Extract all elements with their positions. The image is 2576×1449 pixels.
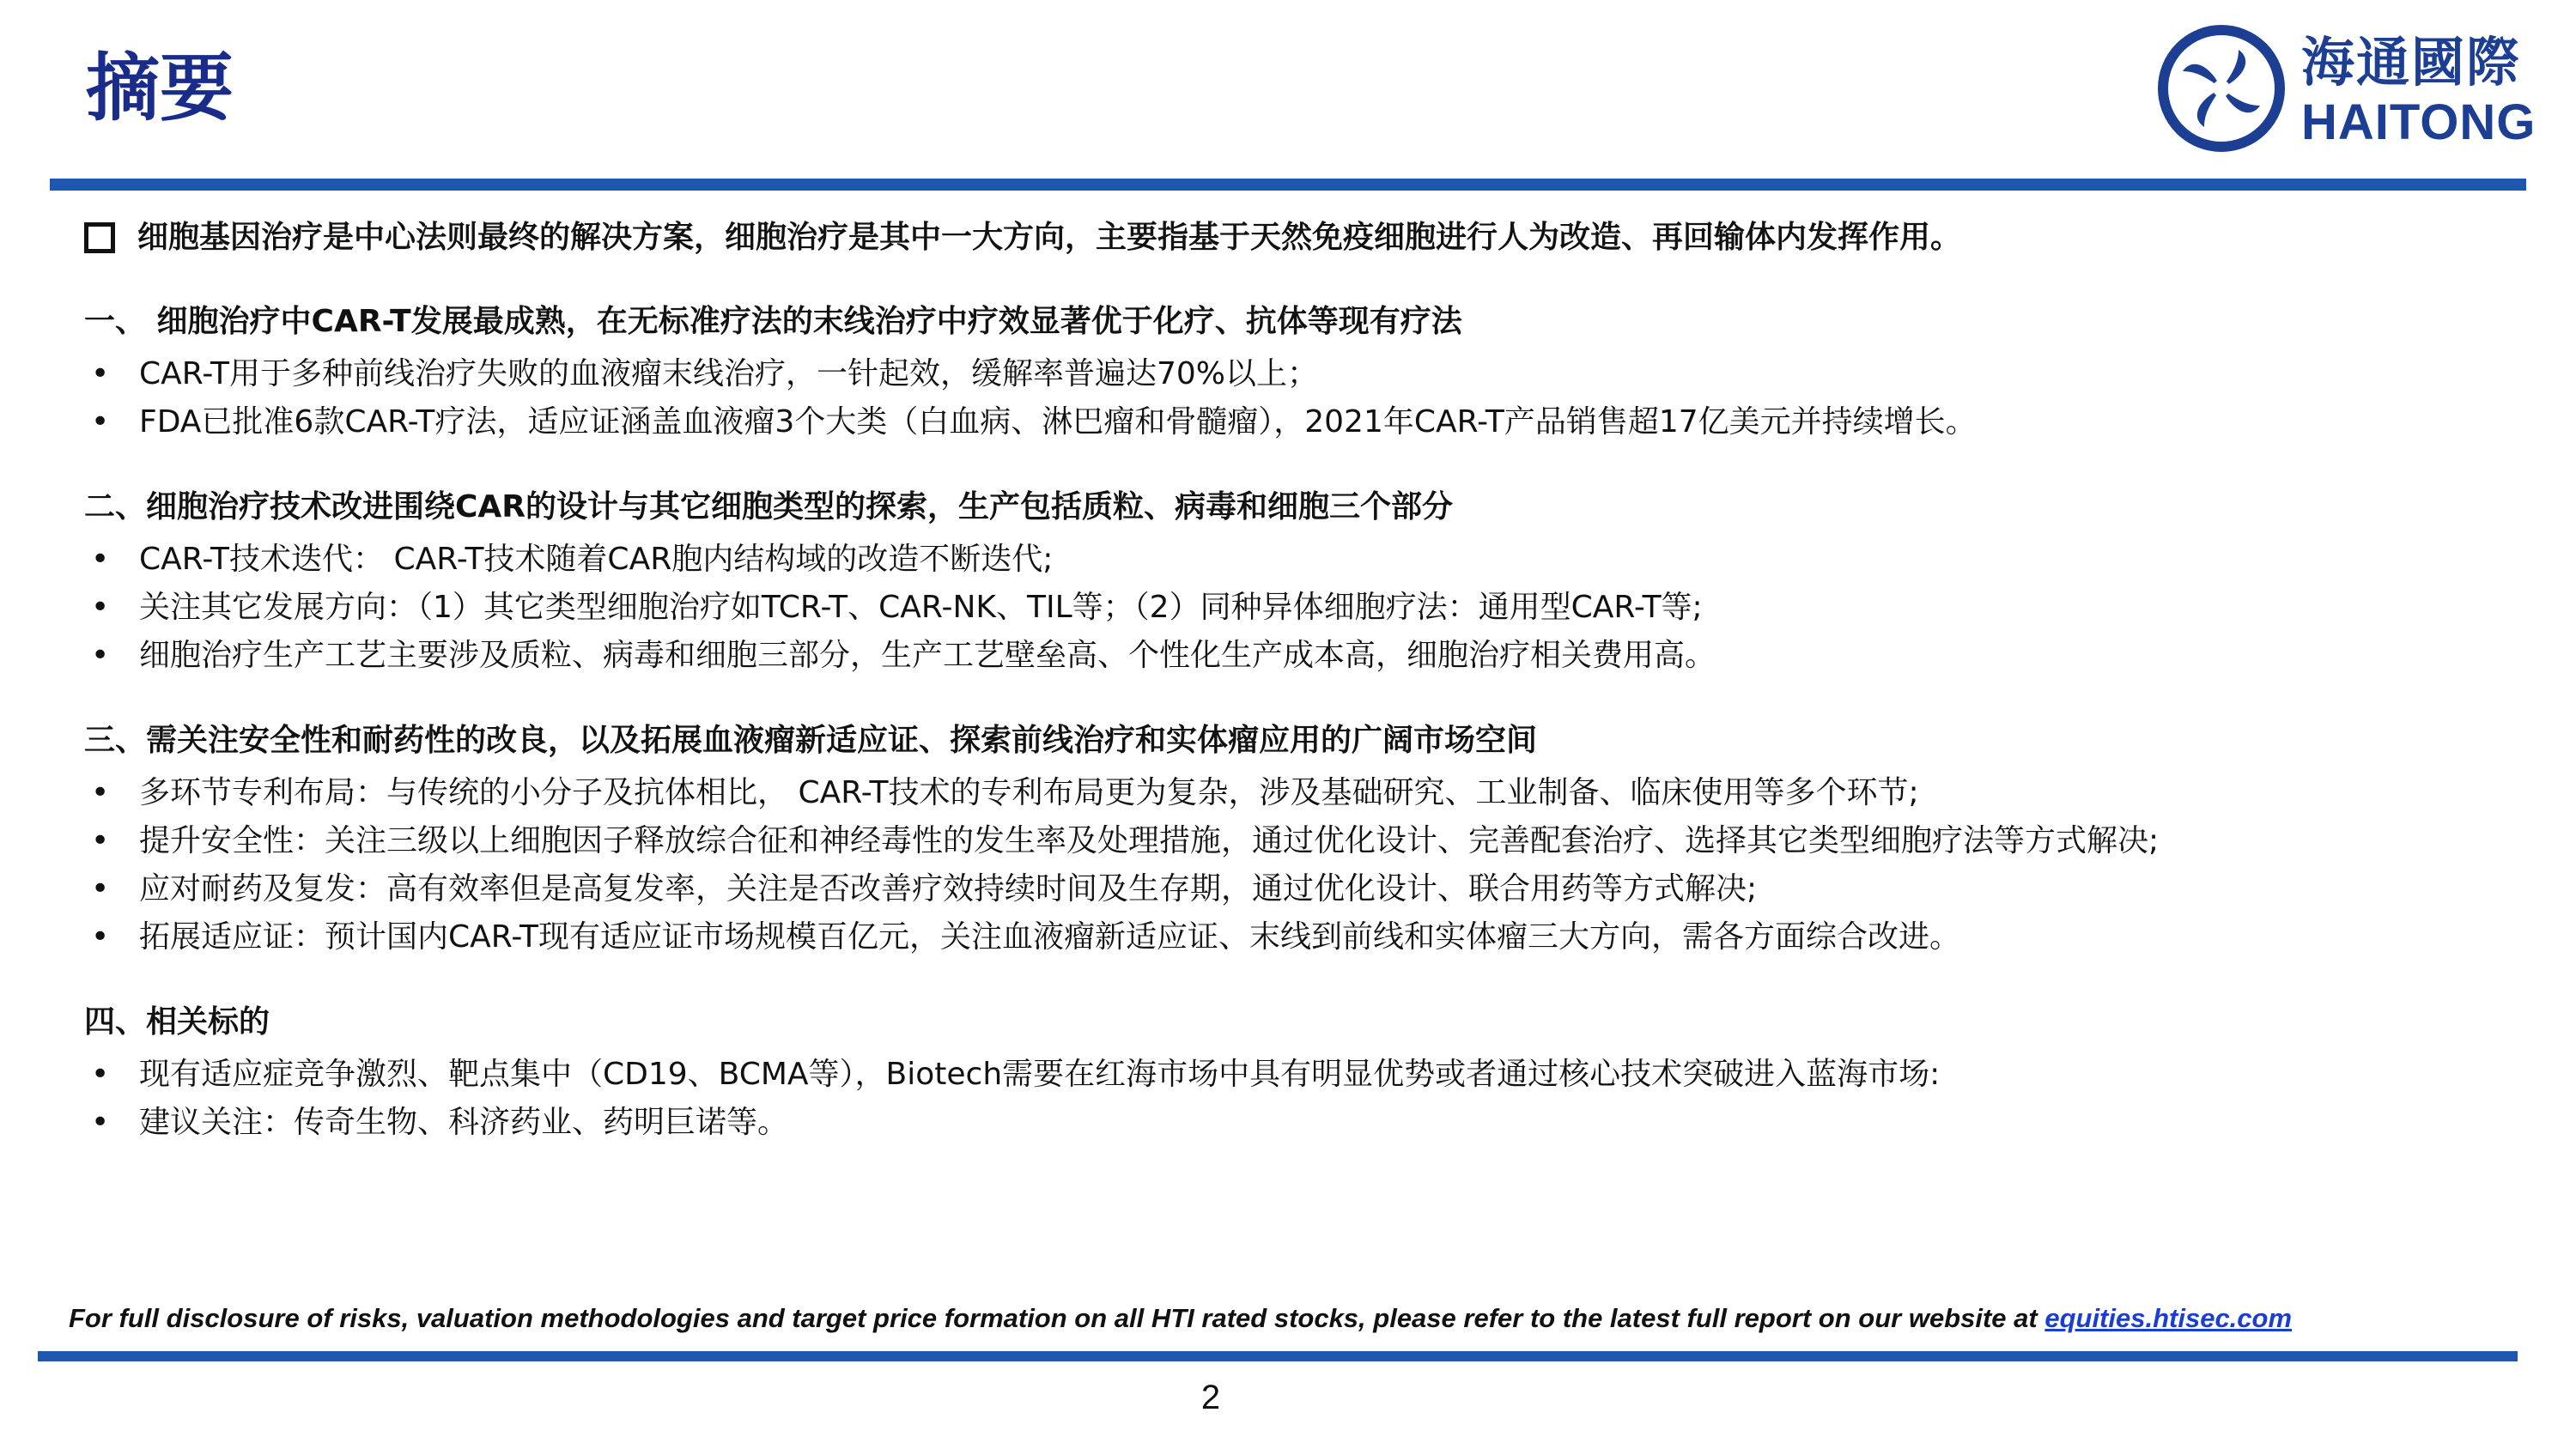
haitong-emblem-icon (2157, 24, 2286, 153)
bullet-dot-icon: • (91, 1105, 110, 1140)
list-item: • 建议关注：传奇生物、科济药业、药明巨诺等。 (84, 1099, 2523, 1147)
bullet-dot-icon: • (91, 638, 110, 673)
header-divider (50, 179, 2526, 191)
lead-text: 细胞基因治疗是中心法则最终的解决方案，细胞治疗是其中一大方向，主要指基于天然免疫细胞进行人为改造、再回输体内发挥作用。 (137, 220, 1962, 255)
list-item: • CAR-T用于多种前线治疗失败的血液瘤末线治疗，一针起效，缓解率普遍达70%以上； (84, 350, 2523, 398)
list-item: • 现有适应症竞争激烈、靶点集中（CD19、BCMA等），Biotech需要在红海市场中具有明显优势或者通过核心技术突破进入蓝海市场: (84, 1051, 2523, 1099)
bullet-dot-icon: • (91, 1057, 110, 1092)
section-title: 二、细胞治疗技术改进围绕CAR的设计与其它细胞类型的探索，生产包括质粒、病毒和细胞三个部分 (84, 489, 1454, 524)
page-title: 摘要 (86, 45, 234, 131)
list-item: • FDA已批准6款CAR-T疗法，适应证涵盖血液瘤3个大类（白血病、淋巴瘤和骨髓瘤），2021年CAR-T产品销售超17亿美元并持续增长。 (84, 398, 2523, 446)
website-link[interactable]: equities.htisec.com (2044, 1303, 2293, 1333)
bullet-dot-icon: • (91, 871, 110, 906)
list-item: • 应对耐药及复发：高有效率但是高复发率，关注是否改善疗效持续时间及生存期，通过优化设计、联合用药等方式解决; (84, 865, 2523, 913)
list-item: • 关注其它发展方向：（1）其它类型细胞治疗如TCR-T、CAR-NK、TIL等；（2）同种异体细胞疗法：通用型CAR-T等; (84, 584, 2523, 632)
list-item: • 提升安全性：关注三级以上细胞因子释放综合征和神经毒性的发生率及处理措施，通过优化设计、完善配套治疗、选择其它类型细胞疗法等方式解决; (84, 817, 2523, 865)
footer-divider (38, 1351, 2518, 1361)
bullet-dot-icon: • (91, 823, 110, 858)
bullet-dot-icon: • (91, 919, 110, 955)
list-item: • CAR-T技术迭代： CAR-T技术随着CAR胞内结构域的改造不断迭代; (84, 536, 2523, 584)
list-item: • 多环节专利布局：与传统的小分子及抗体相比， CAR-T技术的专利布局更为复杂，涉及基础研究、工业制备、临床使用等多个环节; (84, 769, 2523, 817)
page-number: 2 (1200, 1379, 1221, 1416)
square-bullet-icon (84, 222, 115, 253)
list-item: • 拓展适应证：预计国内CAR-T现有适应证市场规模百亿元，关注血液瘤新适应证、末线到前线和实体瘤三大方向，需各方面综合改进。 (84, 913, 2523, 961)
section-1 (84, 299, 2523, 446)
bullet-dot-icon: • (91, 356, 110, 391)
disclosure-text: For full disclosure of risks, valuation methodologies and target price formation on all HTI rated stocks, please refer to the latest full report on our website at (69, 1303, 2045, 1333)
section-title: 四、相关标的 (84, 1004, 270, 1040)
bullet-dot-icon: • (91, 542, 110, 577)
bullet-dot-icon: • (91, 404, 110, 440)
section-title: 三、需关注安全性和耐药性的改良，以及拓展血液瘤新适应证、探索前线治疗和实体瘤应用的广阔市场空间 (84, 723, 1538, 758)
section-3 (84, 718, 2523, 961)
logo-english-name: HAITONG (2301, 94, 2537, 150)
bullet-dot-icon: • (91, 590, 110, 625)
bullet-dot-icon: • (91, 775, 110, 810)
lead-statement (84, 215, 2523, 261)
haitong-logo (2157, 21, 2537, 150)
section-title: 一、 细胞治疗中CAR-T发展最成熟，在无标准疗法的末线治疗中疗效显著优于化疗、抗体等现有疗法 (84, 304, 1462, 339)
section-4 (84, 999, 2523, 1147)
section-2 (84, 484, 2523, 680)
logo-chinese-name: 海通國際 (2301, 31, 2522, 94)
disclosure-note (69, 1303, 2292, 1334)
list-item: • 细胞治疗生产工艺主要涉及质粒、病毒和细胞三部分，生产工艺壁垒高、个性化生产成本高，细胞治疗相关费用高。 (84, 632, 2523, 680)
summary-content (84, 206, 2523, 1147)
